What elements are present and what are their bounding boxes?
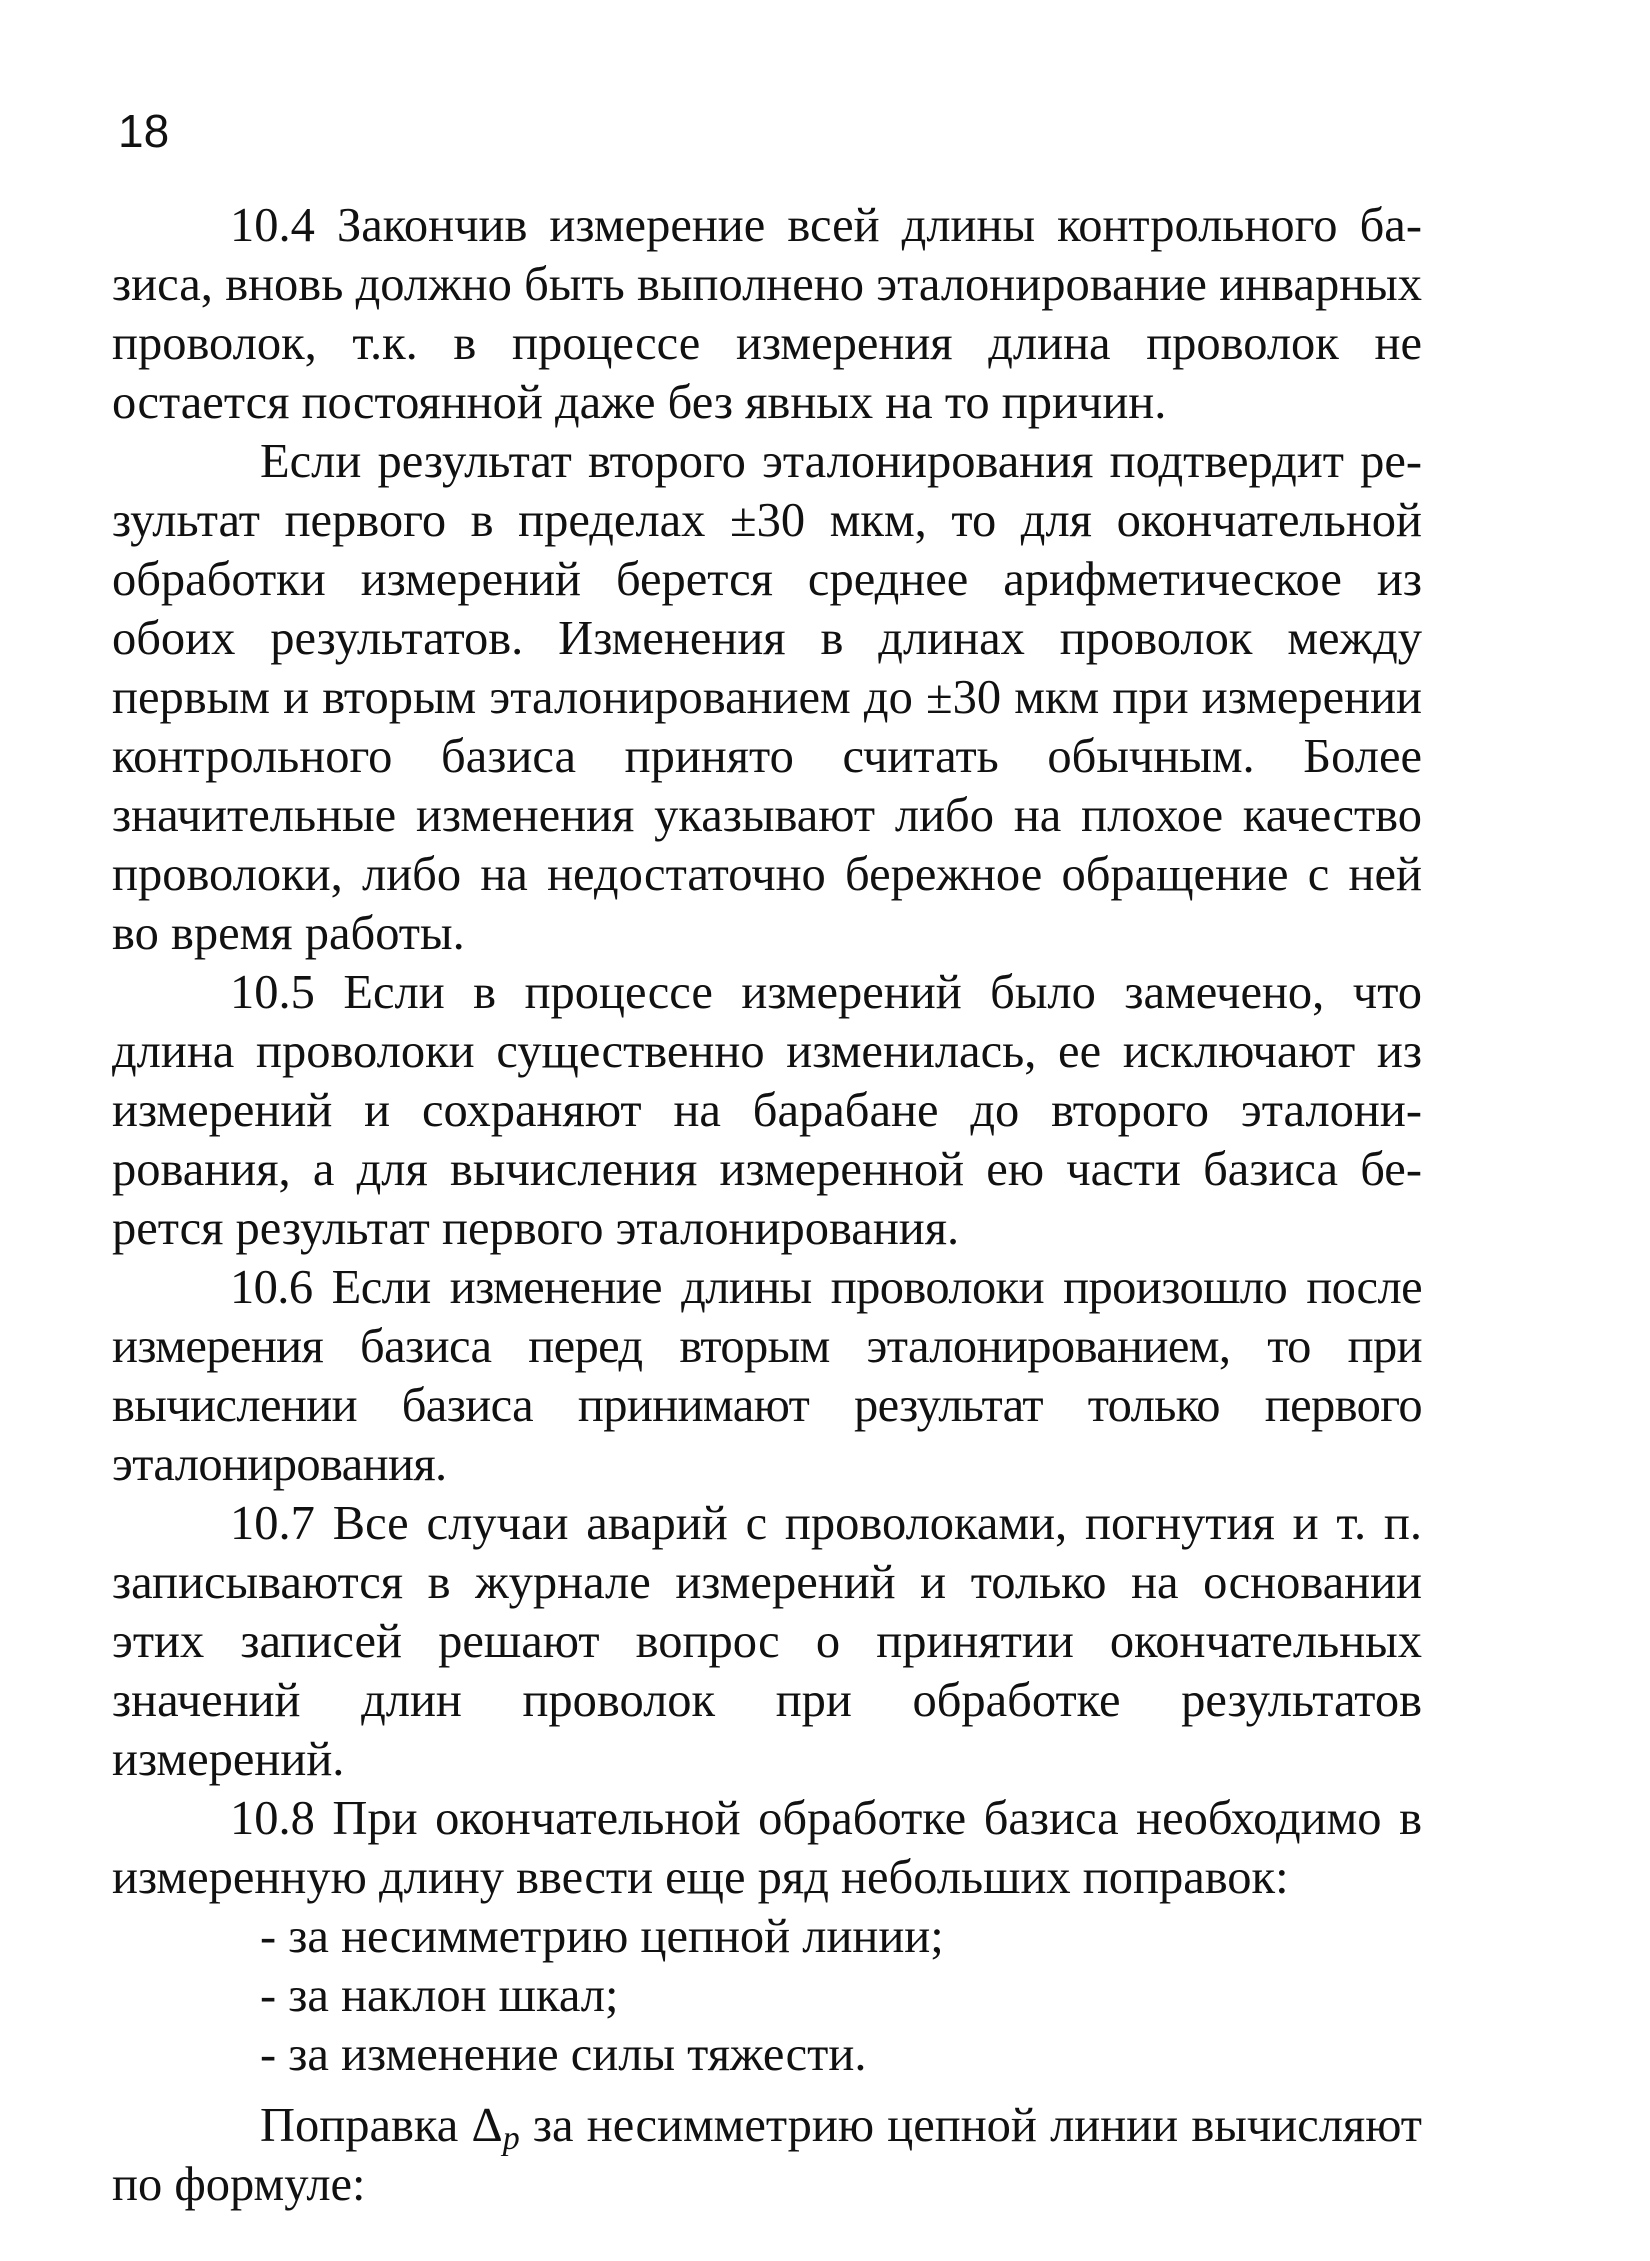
paragraph-second-standardization: Если результат второго эталонирования подтвердит результат первого в пределах ±30 мкм, то для окончательной обработки измерений берется среднее арифметическое из обоих результатов. Изменения в длинах проволок между первым и вторым эталонированием до ±30 мкм при измерении контрольного базиса принято считать обычным. Более значительные изменения указывают либо на плохое качество проволоки, либо на недостаточно бережное обращение с ней во время работы.: [112, 435, 1422, 960]
paragraph-10-4: 10.4 Закончив измерение всей длины контрольного базиса, вновь должно быть выполнено эталонирование инварных проволок, т.к. в процессе измерения длина проволок не остается постоянной даже без явных на то причин.: [112, 199, 1422, 429]
delta-subscript: p: [502, 2120, 520, 2157]
paragraph-10-7: 10.7 Все случаи аварий с проволоками, погнутия и т. п. записываются в журнале измерений и только на основании этих записей решают вопрос о принятии окончательных значений длин проволок при обработке результатов измерений.: [112, 1497, 1422, 1786]
paragraph-10-6: 10.6 Если изменение длины проволоки произошло после измерения базиса перед вторым эталонированием, то при вычислении базиса принимают результат только первого эталонирования.: [112, 1261, 1422, 1491]
page-number: 18: [118, 105, 170, 157]
list-item: - за изменение силы тяжести.: [260, 2028, 867, 2081]
corrections-list: [112, 1907, 1422, 2084]
paragraph-10-8: 10.8 При окончательной обработке базиса необходимо в измеренную длину ввести еще ряд небольших поправок:: [112, 1792, 1422, 1904]
formula-intro: [112, 2096, 1422, 2214]
list-item: - за несимметрию цепной линии;: [260, 1910, 944, 1963]
body-text: [112, 196, 1422, 2214]
list-item: - за наклон шкал;: [260, 1969, 619, 2022]
paragraph-10-5: 10.5 Если в процессе измерений было замечено, что длина проволоки существенно изменилась, ее исключают из измерений и сохраняют на барабане до второго эталонирования, а для вычисления измеренной ею части базиса берется результат первого эталонирования.: [112, 966, 1422, 1255]
formula-intro-before: Поправка: [260, 2099, 472, 2152]
formula-intro-after: за несимметрию цепной линии вычисляют по формуле:: [112, 2099, 1422, 2211]
delta-symbol: $\Delta_p$: [471, 2099, 520, 2157]
